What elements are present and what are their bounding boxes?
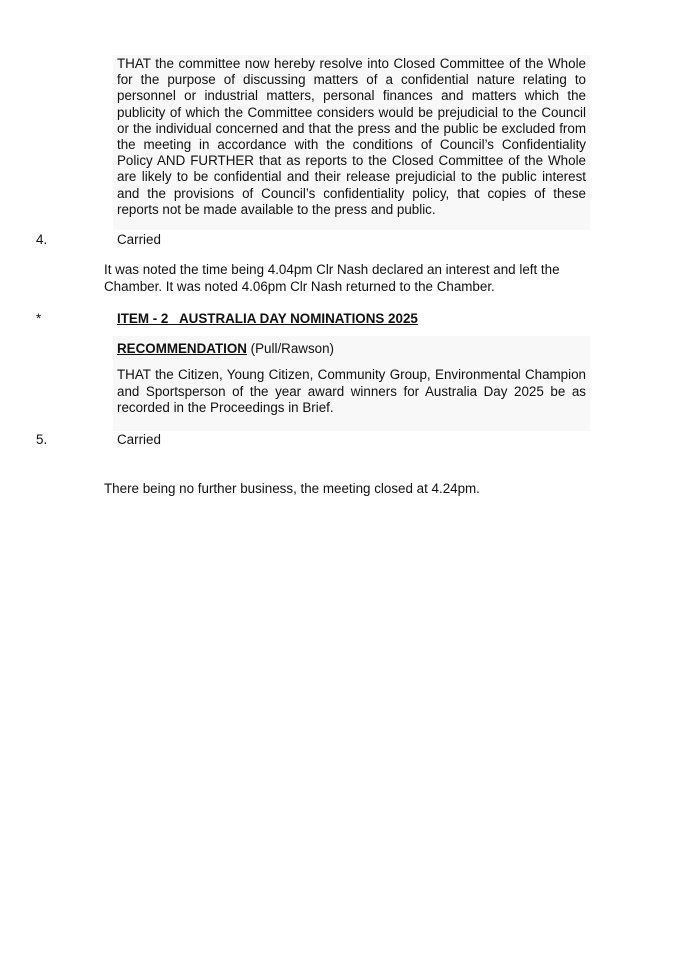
motion-number: 5. — [36, 432, 48, 447]
resolution-text: THAT the committee now hereby resolve into Closed Committee of the Whole for the purpose of discussing matters of a confidential nature relating to personnel or industrial matters, personal finances and matters which the publicity of which the Committee considers would be prejudicial to the Council or the individual concerned and that the press and the public be excluded from the meeting in accordance with the conditions of Council’s Confidentiality Policy AND FURTHER that as reports to the Closed Committee of the Whole are likely to be confidential and their release prejudicial to the public interest and the provisions of Council’s confidentiality policy, that copies of these reports not be made available to the press and public. — [117, 56, 586, 217]
recommendation-block — [113, 336, 590, 431]
interest-note: It was noted the time being 4.04pm Clr Nash declared an interest and left the Chamber. It was noted 4.06pm Clr Nash returned to the Chamber. — [104, 262, 560, 294]
recommendation-movers: (Pull/Rawson) — [246, 341, 335, 356]
item-marker: * — [36, 311, 42, 326]
motion-result: Carried — [117, 232, 161, 247]
motion-number: 4. — [36, 232, 48, 247]
motion-result: Carried — [117, 432, 161, 447]
recommendation-header — [117, 336, 586, 357]
closing-statement: There being no further business, the meeting closed at 4.24pm. — [104, 481, 480, 496]
resolution-block — [113, 55, 590, 230]
recommendation-text: THAT the Citizen, Young Citizen, Community Group, Environmental Champion and Sportsperson of the year award winners for Australia Day 2025 be as recorded in the Proceedings in Brief. — [117, 367, 586, 415]
item-heading: ITEM - 2 AUSTRALIA DAY NOMINATIONS 2025 — [117, 311, 418, 326]
recommendation-label: RECOMMENDATION — [117, 341, 247, 356]
